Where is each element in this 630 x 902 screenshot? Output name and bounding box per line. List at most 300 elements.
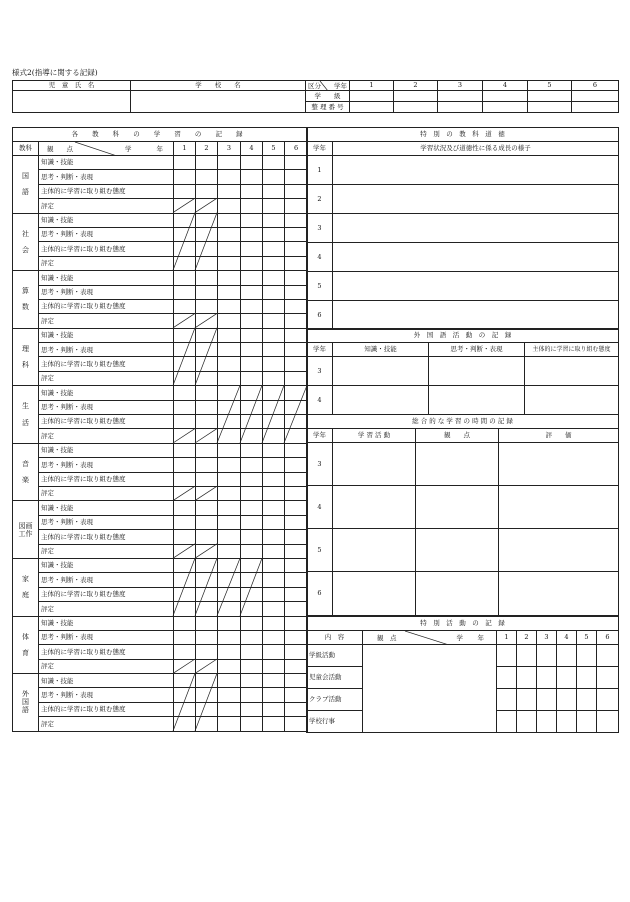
moral-desc-cell[interactable] [333, 243, 619, 272]
grade-cell[interactable] [174, 443, 196, 457]
number-cell[interactable] [572, 102, 619, 113]
grade-cell[interactable] [285, 271, 308, 285]
grade-cell[interactable] [174, 184, 196, 198]
grade-cell[interactable] [196, 530, 218, 544]
grade-cell[interactable] [285, 415, 308, 429]
grade-cell[interactable] [196, 515, 218, 529]
special-cell[interactable] [597, 689, 619, 711]
grade-cell[interactable] [218, 544, 241, 558]
grade-cell[interactable] [218, 285, 241, 299]
grade-cell[interactable] [285, 515, 308, 529]
grade-cell[interactable] [241, 184, 263, 198]
foreign-cell[interactable] [429, 386, 525, 415]
grade-cell[interactable] [285, 429, 308, 443]
grade-cell[interactable] [241, 242, 263, 256]
class-cell[interactable] [394, 91, 438, 102]
grade-cell[interactable] [241, 573, 263, 587]
grade-cell[interactable] [218, 343, 241, 357]
special-cell[interactable] [517, 645, 537, 667]
grade-cell[interactable] [263, 415, 285, 429]
grade-cell[interactable] [196, 371, 218, 385]
grade-cell[interactable] [263, 227, 285, 241]
grade-cell[interactable] [218, 472, 241, 486]
grade-cell[interactable] [241, 386, 263, 400]
grade-cell[interactable] [285, 587, 308, 601]
integrated-cell[interactable] [499, 529, 619, 572]
student-name-field[interactable] [13, 91, 131, 113]
grade-cell[interactable] [196, 170, 218, 184]
grade-cell[interactable] [241, 616, 263, 630]
grade-cell[interactable] [263, 688, 285, 702]
grade-cell[interactable] [218, 702, 241, 716]
grade-cell[interactable] [241, 659, 263, 673]
grade-cell[interactable] [218, 299, 241, 313]
special-cell[interactable] [597, 667, 619, 689]
grade-cell[interactable] [241, 602, 263, 616]
grade-cell[interactable] [263, 314, 285, 328]
grade-cell[interactable] [196, 213, 218, 227]
grade-cell[interactable] [196, 415, 218, 429]
grade-cell[interactable] [263, 573, 285, 587]
moral-desc-cell[interactable] [333, 214, 619, 243]
special-cell[interactable] [497, 689, 517, 711]
grade-cell[interactable] [263, 674, 285, 688]
grade-cell[interactable] [285, 343, 308, 357]
grade-cell[interactable] [285, 472, 308, 486]
grade-cell[interactable] [285, 285, 308, 299]
integrated-cell[interactable] [416, 486, 499, 529]
integrated-cell[interactable] [499, 443, 619, 486]
grade-cell[interactable] [196, 285, 218, 299]
grade-cell[interactable] [196, 558, 218, 572]
grade-cell[interactable] [285, 328, 308, 342]
grade-cell[interactable] [263, 256, 285, 270]
grade-cell[interactable] [218, 659, 241, 673]
grade-cell[interactable] [174, 343, 196, 357]
grade-cell[interactable] [218, 386, 241, 400]
grade-cell[interactable] [218, 184, 241, 198]
grade-cell[interactable] [218, 443, 241, 457]
grade-cell[interactable] [241, 227, 263, 241]
grade-cell[interactable] [174, 156, 196, 170]
special-cell[interactable] [597, 645, 619, 667]
grade-cell[interactable] [174, 285, 196, 299]
grade-cell[interactable] [218, 271, 241, 285]
grade-cell[interactable] [174, 688, 196, 702]
grade-cell[interactable] [263, 587, 285, 601]
grade-cell[interactable] [241, 371, 263, 385]
integrated-cell[interactable] [416, 572, 499, 616]
grade-cell[interactable] [218, 357, 241, 371]
special-cell[interactable] [517, 711, 537, 733]
grade-cell[interactable] [263, 156, 285, 170]
moral-desc-cell[interactable] [333, 156, 619, 185]
grade-cell[interactable] [218, 515, 241, 529]
grade-cell[interactable] [263, 472, 285, 486]
grade-cell[interactable] [196, 357, 218, 371]
number-cell[interactable] [438, 102, 483, 113]
grade-cell[interactable] [241, 314, 263, 328]
grade-cell[interactable] [196, 256, 218, 270]
grade-cell[interactable] [263, 371, 285, 385]
grade-cell[interactable] [174, 458, 196, 472]
grade-cell[interactable] [196, 645, 218, 659]
integrated-cell[interactable] [499, 572, 619, 616]
grade-cell[interactable] [174, 674, 196, 688]
grade-cell[interactable] [263, 659, 285, 673]
grade-cell[interactable] [174, 702, 196, 716]
foreign-cell[interactable] [429, 357, 525, 386]
grade-cell[interactable] [174, 530, 196, 544]
grade-cell[interactable] [174, 256, 196, 270]
grade-cell[interactable] [218, 400, 241, 414]
grade-cell[interactable] [174, 630, 196, 644]
grade-cell[interactable] [174, 213, 196, 227]
special-cell[interactable] [577, 645, 597, 667]
grade-cell[interactable] [241, 415, 263, 429]
grade-cell[interactable] [241, 702, 263, 716]
grade-cell[interactable] [174, 170, 196, 184]
moral-desc-cell[interactable] [333, 301, 619, 330]
special-cell[interactable] [557, 689, 577, 711]
moral-desc-cell[interactable] [333, 185, 619, 214]
grade-cell[interactable] [196, 602, 218, 616]
grade-cell[interactable] [218, 371, 241, 385]
grade-cell[interactable] [196, 544, 218, 558]
foreign-cell[interactable] [333, 386, 429, 415]
class-cell[interactable] [438, 91, 483, 102]
grade-cell[interactable] [285, 645, 308, 659]
grade-cell[interactable] [285, 400, 308, 414]
grade-cell[interactable] [241, 443, 263, 457]
grade-cell[interactable] [174, 271, 196, 285]
grade-cell[interactable] [174, 645, 196, 659]
grade-cell[interactable] [263, 299, 285, 313]
grade-cell[interactable] [285, 199, 308, 213]
grade-cell[interactable] [285, 458, 308, 472]
grade-cell[interactable] [174, 415, 196, 429]
grade-cell[interactable] [174, 400, 196, 414]
moral-desc-cell[interactable] [333, 272, 619, 301]
grade-cell[interactable] [263, 170, 285, 184]
grade-cell[interactable] [241, 472, 263, 486]
grade-cell[interactable] [218, 213, 241, 227]
grade-cell[interactable] [263, 386, 285, 400]
grade-cell[interactable] [196, 587, 218, 601]
grade-cell[interactable] [285, 227, 308, 241]
grade-cell[interactable] [196, 184, 218, 198]
special-cell[interactable] [557, 667, 577, 689]
grade-cell[interactable] [285, 242, 308, 256]
grade-cell[interactable] [285, 486, 308, 500]
grade-cell[interactable] [263, 400, 285, 414]
special-cell[interactable] [557, 711, 577, 733]
grade-cell[interactable] [285, 717, 308, 731]
grade-cell[interactable] [241, 213, 263, 227]
grade-cell[interactable] [285, 573, 308, 587]
grade-cell[interactable] [263, 285, 285, 299]
grade-cell[interactable] [174, 501, 196, 515]
grade-cell[interactable] [174, 602, 196, 616]
grade-cell[interactable] [196, 156, 218, 170]
grade-cell[interactable] [285, 501, 308, 515]
grade-cell[interactable] [241, 357, 263, 371]
grade-cell[interactable] [263, 429, 285, 443]
grade-cell[interactable] [241, 674, 263, 688]
grade-cell[interactable] [174, 386, 196, 400]
grade-cell[interactable] [196, 501, 218, 515]
grade-cell[interactable] [241, 156, 263, 170]
special-cell[interactable] [517, 667, 537, 689]
grade-cell[interactable] [174, 515, 196, 529]
grade-cell[interactable] [174, 616, 196, 630]
grade-cell[interactable] [263, 343, 285, 357]
grade-cell[interactable] [174, 242, 196, 256]
special-cell[interactable] [577, 711, 597, 733]
grade-cell[interactable] [263, 530, 285, 544]
grade-cell[interactable] [285, 602, 308, 616]
foreign-cell[interactable] [525, 386, 619, 415]
grade-cell[interactable] [285, 688, 308, 702]
grade-cell[interactable] [263, 645, 285, 659]
grade-cell[interactable] [285, 156, 308, 170]
grade-cell[interactable] [285, 544, 308, 558]
grade-cell[interactable] [196, 458, 218, 472]
number-cell[interactable] [528, 102, 572, 113]
grade-cell[interactable] [196, 386, 218, 400]
grade-cell[interactable] [263, 544, 285, 558]
grade-cell[interactable] [196, 659, 218, 673]
grade-cell[interactable] [263, 616, 285, 630]
grade-cell[interactable] [196, 472, 218, 486]
grade-cell[interactable] [196, 328, 218, 342]
grade-cell[interactable] [241, 299, 263, 313]
grade-cell[interactable] [174, 573, 196, 587]
grade-cell[interactable] [241, 645, 263, 659]
grade-cell[interactable] [196, 486, 218, 500]
grade-cell[interactable] [241, 343, 263, 357]
grade-cell[interactable] [218, 415, 241, 429]
special-cell[interactable] [497, 667, 517, 689]
number-cell[interactable] [394, 102, 438, 113]
integrated-cell[interactable] [416, 443, 499, 486]
grade-cell[interactable] [241, 285, 263, 299]
grade-cell[interactable] [196, 688, 218, 702]
grade-cell[interactable] [285, 386, 308, 400]
grade-cell[interactable] [285, 213, 308, 227]
grade-cell[interactable] [263, 630, 285, 644]
grade-cell[interactable] [241, 328, 263, 342]
grade-cell[interactable] [196, 314, 218, 328]
grade-cell[interactable] [218, 573, 241, 587]
grade-cell[interactable] [218, 156, 241, 170]
special-cell[interactable] [497, 645, 517, 667]
grade-cell[interactable] [196, 271, 218, 285]
grade-cell[interactable] [263, 501, 285, 515]
grade-cell[interactable] [174, 227, 196, 241]
grade-cell[interactable] [218, 674, 241, 688]
grade-cell[interactable] [285, 357, 308, 371]
special-cell[interactable] [537, 711, 557, 733]
grade-cell[interactable] [174, 199, 196, 213]
grade-cell[interactable] [218, 429, 241, 443]
grade-cell[interactable] [174, 486, 196, 500]
integrated-cell[interactable] [333, 529, 416, 572]
grade-cell[interactable] [218, 256, 241, 270]
grade-cell[interactable] [218, 501, 241, 515]
special-cell[interactable] [557, 645, 577, 667]
grade-cell[interactable] [196, 343, 218, 357]
grade-cell[interactable] [218, 530, 241, 544]
grade-cell[interactable] [218, 616, 241, 630]
grade-cell[interactable] [218, 486, 241, 500]
grade-cell[interactable] [218, 227, 241, 241]
foreign-cell[interactable] [333, 357, 429, 386]
grade-cell[interactable] [174, 544, 196, 558]
integrated-cell[interactable] [333, 486, 416, 529]
grade-cell[interactable] [285, 314, 308, 328]
class-cell[interactable] [572, 91, 619, 102]
integrated-cell[interactable] [333, 572, 416, 616]
grade-cell[interactable] [285, 674, 308, 688]
special-cell[interactable] [537, 689, 557, 711]
grade-cell[interactable] [174, 328, 196, 342]
grade-cell[interactable] [218, 630, 241, 644]
grade-cell[interactable] [263, 717, 285, 731]
grade-cell[interactable] [241, 400, 263, 414]
grade-cell[interactable] [241, 587, 263, 601]
grade-cell[interactable] [263, 213, 285, 227]
grade-cell[interactable] [218, 602, 241, 616]
grade-cell[interactable] [263, 271, 285, 285]
grade-cell[interactable] [218, 587, 241, 601]
grade-cell[interactable] [285, 299, 308, 313]
grade-cell[interactable] [218, 717, 241, 731]
grade-cell[interactable] [241, 630, 263, 644]
grade-cell[interactable] [241, 544, 263, 558]
class-cell[interactable] [528, 91, 572, 102]
grade-cell[interactable] [285, 659, 308, 673]
grade-cell[interactable] [241, 486, 263, 500]
grade-cell[interactable] [174, 717, 196, 731]
grade-cell[interactable] [263, 702, 285, 716]
special-cell[interactable] [577, 689, 597, 711]
grade-cell[interactable] [241, 458, 263, 472]
grade-cell[interactable] [218, 458, 241, 472]
grade-cell[interactable] [263, 458, 285, 472]
grade-cell[interactable] [285, 443, 308, 457]
grade-cell[interactable] [196, 227, 218, 241]
grade-cell[interactable] [285, 702, 308, 716]
integrated-cell[interactable] [499, 486, 619, 529]
grade-cell[interactable] [174, 659, 196, 673]
grade-cell[interactable] [218, 242, 241, 256]
grade-cell[interactable] [196, 299, 218, 313]
grade-cell[interactable] [263, 328, 285, 342]
special-cell[interactable] [537, 645, 557, 667]
grade-cell[interactable] [263, 357, 285, 371]
grade-cell[interactable] [285, 256, 308, 270]
grade-cell[interactable] [285, 170, 308, 184]
grade-cell[interactable] [241, 170, 263, 184]
foreign-cell[interactable] [525, 357, 619, 386]
grade-cell[interactable] [196, 674, 218, 688]
number-cell[interactable] [350, 102, 394, 113]
special-cell[interactable] [537, 667, 557, 689]
special-cell[interactable] [597, 711, 619, 733]
grade-cell[interactable] [174, 472, 196, 486]
grade-cell[interactable] [285, 184, 308, 198]
grade-cell[interactable] [241, 515, 263, 529]
special-cell[interactable] [497, 711, 517, 733]
grade-cell[interactable] [196, 616, 218, 630]
grade-cell[interactable] [218, 199, 241, 213]
grade-cell[interactable] [174, 558, 196, 572]
class-cell[interactable] [483, 91, 528, 102]
class-cell[interactable] [350, 91, 394, 102]
grade-cell[interactable] [174, 587, 196, 601]
grade-cell[interactable] [174, 357, 196, 371]
grade-cell[interactable] [196, 702, 218, 716]
grade-cell[interactable] [285, 616, 308, 630]
special-viewpoint-cell[interactable] [363, 645, 497, 733]
grade-cell[interactable] [241, 688, 263, 702]
grade-cell[interactable] [196, 400, 218, 414]
number-cell[interactable] [483, 102, 528, 113]
grade-cell[interactable] [174, 429, 196, 443]
grade-cell[interactable] [241, 501, 263, 515]
grade-cell[interactable] [263, 486, 285, 500]
grade-cell[interactable] [263, 199, 285, 213]
grade-cell[interactable] [263, 242, 285, 256]
grade-cell[interactable] [196, 443, 218, 457]
school-name-field[interactable] [131, 91, 306, 113]
special-cell[interactable] [517, 689, 537, 711]
grade-cell[interactable] [241, 717, 263, 731]
grade-cell[interactable] [196, 429, 218, 443]
grade-cell[interactable] [263, 602, 285, 616]
grade-cell[interactable] [241, 256, 263, 270]
grade-cell[interactable] [263, 558, 285, 572]
grade-cell[interactable] [218, 314, 241, 328]
special-cell[interactable] [577, 667, 597, 689]
grade-cell[interactable] [241, 530, 263, 544]
grade-cell[interactable] [174, 299, 196, 313]
grade-cell[interactable] [263, 515, 285, 529]
grade-cell[interactable] [218, 328, 241, 342]
grade-cell[interactable] [196, 199, 218, 213]
integrated-cell[interactable] [333, 443, 416, 486]
grade-cell[interactable] [196, 242, 218, 256]
grade-cell[interactable] [241, 429, 263, 443]
grade-cell[interactable] [196, 573, 218, 587]
integrated-cell[interactable] [416, 529, 499, 572]
grade-cell[interactable] [263, 443, 285, 457]
grade-cell[interactable] [285, 630, 308, 644]
grade-cell[interactable] [285, 530, 308, 544]
grade-cell[interactable] [218, 688, 241, 702]
grade-cell[interactable] [218, 170, 241, 184]
grade-cell[interactable] [241, 199, 263, 213]
grade-cell[interactable] [263, 184, 285, 198]
grade-cell[interactable] [174, 371, 196, 385]
grade-cell[interactable] [285, 371, 308, 385]
grade-cell[interactable] [218, 558, 241, 572]
grade-cell[interactable] [241, 558, 263, 572]
grade-cell[interactable] [285, 558, 308, 572]
grade-cell[interactable] [218, 645, 241, 659]
grade-cell[interactable] [196, 717, 218, 731]
